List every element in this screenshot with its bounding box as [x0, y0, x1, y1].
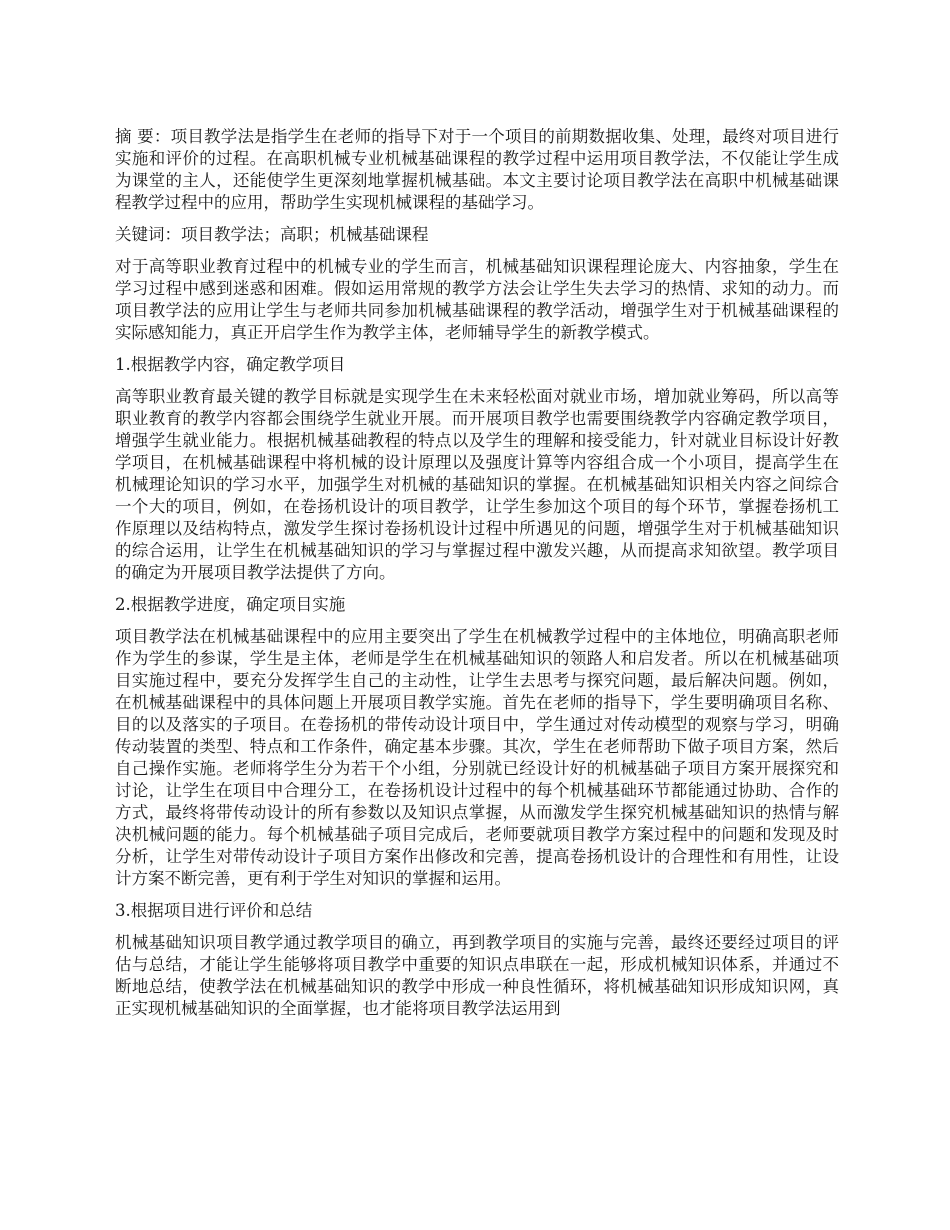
- abstract-text: 项目教学法是指学生在老师的指导下对于一个项目的前期数据收集、处理，最终对项目进行实施和评价的过程。在高职机械专业机械基础课程的教学过程中运用项目教学法，不仅能让学生成为课堂的主人，还能使学生更深刻地掌握机械基础。本文主要讨论项目教学法在高职中机械基础课程教学过程中的应用，帮助学生实现机械课程的基础学习。: [115, 127, 839, 212]
- section-1-heading: 1.根据教学内容，确定教学项目: [115, 355, 346, 374]
- abstract-label: 摘 要：: [115, 127, 171, 146]
- keywords-line: [115, 224, 839, 246]
- keywords-text: 项目教学法；高职；机械基础课程: [181, 225, 429, 244]
- intro-paragraph: 对于高等职业教育过程中的机械专业的学生而言，机械基础知识课程理论庞大、内容抽象，学生在学习过程中感到迷惑和困难。假如运用常规的教学方法会让学生失去学习的热情、求知的动力。而项目教学法的应用让学生与老师共同参加机械基础课程的教学活动，增强学生对于机械基础课程的实际感知能力，真正开启学生作为教学主体，老师辅导学生的新教学模式。: [115, 257, 839, 342]
- section-2-body: 项目教学法在机械基础课程中的应用主要突出了学生在机械教学过程中的主体地位，明确高职老师作为学生的参谋，学生是主体，老师是学生在机械基础知识的领路人和启发者。所以在机械基础项目实施过程中，要充分发挥学生自己的主动性，让学生去思考与探究问题，最后解决问题。例如，在机械基础课程中的具体问题上开展项目教学实施。首先在老师的指导下，学生要明确项目名称、目的以及落实的子项目。在卷扬机的带传动设计项目中，学生通过对传动模型的观察与学习，明确传动装置的类型、特点和工作条件，确定基本步骤。其次，学生在老师帮助下做子项目方案，然后自己操作实施。老师将学生分为若干个小组，分别就已经设计好的机械基础子项目方案开展探究和讨论，让学生在项目中合理分工，在卷扬机设计过程中的每个机械基础环节都能通过协助、合作的方式，最终将带传动设计的所有参数以及知识点掌握，从而激发学生探究机械基础知识的热情与解决机械问题的能力。每个机械基础子项目完成后，老师要就项目教学方案过程中的问题和发现及时分析，让学生对带传动设计子项目方案作出修改和完善，提高卷扬机设计的合理性和有用性，让设计方案不断完善，更有利于学生对知识的掌握和运用。: [115, 627, 839, 888]
- section-1-body: 高等职业教育最关键的教学目标就是实现学生在未来轻松面对就业市场，增加就业筹码，所以高等职业教育的教学内容都会围绕学生就业开展。而开展项目教学也需要围绕教学内容确定教学项目，增强学生就业能力。根据机械基础教程的特点以及学生的理解和接受能力，针对就业目标设计好教学项目，在机械基础课程中将机械的设计原理以及强度计算等内容组合成一个小项目，提高学生在机械理论知识的学习水平，加强学生对机械的基础知识的掌握。在机械基础知识相关内容之间综合一个大的项目，例如，在卷扬机设计的项目教学，让学生参加这个项目的每个环节，掌握卷扬机工作原理以及结构特点，激发学生探讨卷扬机设计过程中所遇见的问题，增强学生对于机械基础知识的综合运用，让学生在机械基础知识的学习与掌握过程中激发兴趣，从而提高求知欲望。教学项目的确定为开展项目教学法提供了方向。: [115, 387, 839, 582]
- section-3-heading: 3.根据项目进行评价和总结: [115, 901, 313, 920]
- section-2-heading: 2.根据教学进度，确定项目实施: [115, 595, 346, 614]
- keywords-label: 关键词：: [115, 225, 181, 244]
- document-page: [115, 126, 839, 1030]
- abstract-paragraph: [115, 126, 839, 214]
- section-3-body: 机械基础知识项目教学通过教学项目的确立，再到教学项目的实施与完善，最终还要经过项目的评估与总结，才能让学生能够将项目教学中重要的知识点串联在一起，形成机械知识体系，并通过不断地总结，使教学法在机械基础知识的教学中形成一种良性循环，将机械基础知识形成知识网，真正实现机械基础知识的全面掌握，也才能将项目教学法运用到: [115, 933, 839, 1018]
